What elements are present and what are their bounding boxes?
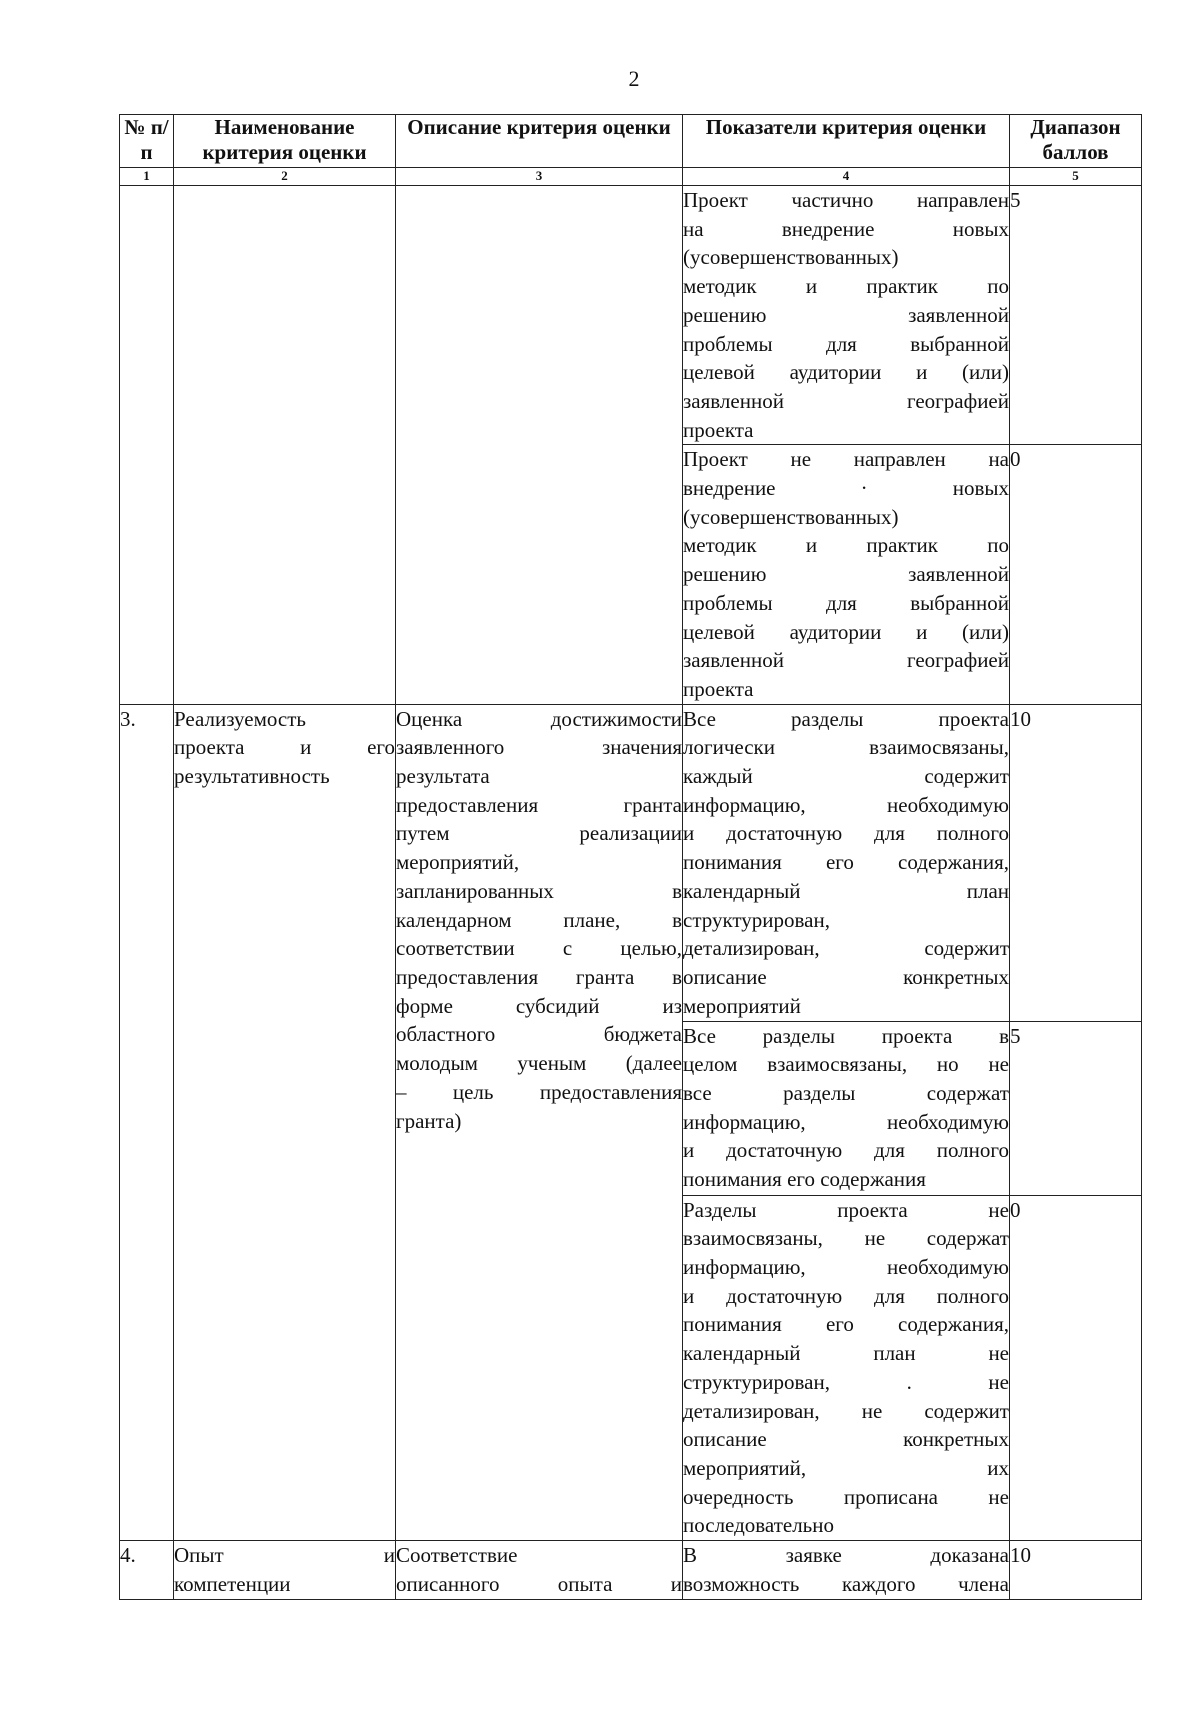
text-line: заявленной географией [683, 388, 1009, 413]
text-line: (усовершенствованных) [683, 245, 899, 270]
indicator-cell [683, 1195, 1010, 1540]
indicator-cell [683, 1541, 1010, 1599]
continued-number-cell [120, 186, 174, 705]
text-line: путем реализации [396, 821, 682, 846]
criterion-description-cell [396, 1541, 683, 1599]
criterion-description-cell [396, 704, 683, 1540]
text-line: мероприятий, [396, 850, 520, 875]
indicator-cell [683, 186, 1010, 445]
text-line: Проект частично направлен [683, 188, 1009, 212]
score-cell: 5 [1010, 1021, 1142, 1195]
text-line: компетенции [174, 1571, 291, 1596]
text-line: методик и практик по [683, 533, 1009, 558]
header-number: № п/п [120, 115, 174, 168]
text-line: целевой аудитории и (или) [683, 619, 1009, 644]
indicator-cell [683, 704, 1010, 1021]
criteria-table [119, 114, 1142, 1600]
text-line: решению заявленной [683, 562, 1009, 587]
text-line: Все разделы проекта [683, 706, 1009, 731]
text-line: все разделы содержат [683, 1081, 1009, 1106]
text-line: гранта) [396, 1108, 462, 1133]
row-number: 4. [120, 1541, 174, 1599]
text-line: описание конкретных [683, 964, 1009, 989]
text-line: решению заявленной [683, 302, 1009, 327]
continued-description-cell [396, 186, 683, 705]
text-line: взаимосвязаны, не содержат [683, 1226, 1009, 1251]
text-line: проекта [683, 676, 754, 701]
text-line: детализирован, не содержит [683, 1398, 1009, 1423]
score-cell: 0 [1010, 1195, 1142, 1540]
column-number: 1 [120, 168, 174, 186]
header-criterion-name: Наименование критерия оценки [174, 115, 396, 168]
text-line: календарном плане, в [396, 907, 682, 932]
criterion-name-cell [174, 704, 396, 1540]
text-line: очередность прописана не [683, 1484, 1009, 1509]
text-line: проблемы для выбранной [683, 331, 1009, 356]
continued-name-cell [174, 186, 396, 705]
text-line: соответствии с целью, [396, 936, 682, 961]
score-cell: 5 [1010, 186, 1142, 445]
text-line: проекта [683, 417, 754, 442]
table-row [120, 1541, 1142, 1599]
text-line: логически взаимосвязаны, [683, 735, 1009, 760]
header-criterion-description: Описание критерия оценки [396, 115, 683, 168]
column-number: 5 [1010, 168, 1142, 186]
row-number: 3. [120, 704, 174, 1540]
text-line: понимания его содержания [683, 1167, 926, 1192]
text-line: целевой аудитории и (или) [683, 360, 1009, 385]
text-line: методик и практик по [683, 274, 1009, 299]
indicator-cell [683, 445, 1010, 704]
score-cell: 10 [1010, 704, 1142, 1021]
text-line: описанного опыта и [396, 1571, 682, 1596]
score-cell: 10 [1010, 1541, 1142, 1599]
score-cell: 0 [1010, 445, 1142, 704]
text-line: информацию, необходимую [683, 792, 1009, 817]
text-line: результативность [174, 764, 330, 789]
text-line: целом взаимосвязаны, но не [683, 1052, 1009, 1077]
indicator-cell [683, 1021, 1010, 1195]
text-line: (усовершенствованных) [683, 504, 899, 529]
criterion-name-cell [174, 1541, 396, 1599]
text-line: Соответствие [396, 1543, 518, 1568]
text-line: Разделы проекта не [683, 1197, 1009, 1222]
text-line: областного бюджета [396, 1022, 682, 1047]
text-line: возможность каждого члена [683, 1571, 1009, 1596]
page-number: 2 [628, 66, 640, 91]
text-line: структурирован, . не [683, 1369, 1009, 1394]
column-number: 4 [683, 168, 1010, 186]
text-line: и достаточную для полного [683, 1138, 1009, 1163]
text-line: на внедрение новых [683, 216, 1009, 241]
text-line: – цель предоставления [396, 1079, 682, 1104]
text-line: и достаточную для полного [683, 1283, 1009, 1308]
text-line: Все разделы проекта в [683, 1023, 1009, 1048]
text-line: информацию, необходимую [683, 1109, 1009, 1134]
text-line: заявленной географией [683, 648, 1009, 673]
table-row [120, 186, 1142, 445]
text-line: структурирован, [683, 907, 830, 932]
text-line: понимания его содержания, [683, 1312, 1009, 1337]
text-line: мероприятий [683, 993, 801, 1018]
text-line: мероприятий, их [683, 1455, 1009, 1480]
text-line: предоставления гранта [396, 792, 682, 817]
text-line: информацию, необходимую [683, 1255, 1009, 1280]
text-line: предоставления гранта в [396, 964, 682, 989]
text-line: молодым ученым (далее [396, 1051, 682, 1076]
text-line: детализирован, содержит [683, 936, 1009, 961]
text-line: и достаточную для полного [683, 821, 1009, 846]
text-line: Опыт и [174, 1543, 395, 1568]
text-line: Оценка достижимости [396, 706, 682, 731]
header-row [120, 115, 1142, 168]
text-line: проблемы для выбранной [683, 590, 1009, 615]
text-line: последовательно [683, 1513, 834, 1538]
text-line: каждый содержит [683, 764, 1009, 789]
table-row [120, 704, 1142, 1021]
text-line: результата [396, 764, 490, 789]
text-line: форме субсидий из [396, 993, 682, 1018]
text-line: заявленного значения [396, 735, 682, 760]
text-line: В заявке доказана [683, 1543, 1009, 1568]
header-score-range: Диапазон баллов [1010, 115, 1142, 168]
text-line: календарный план не [683, 1341, 1009, 1366]
column-number-row [120, 168, 1142, 186]
text-line: календарный план [683, 878, 1009, 903]
column-number: 2 [174, 168, 396, 186]
text-line: запланированных в [396, 878, 682, 903]
header-criterion-indicators: Показатели критерия оценки [683, 115, 1010, 168]
text-line: Реализуемость [174, 706, 306, 731]
column-number: 3 [396, 168, 683, 186]
text-line: описание конкретных [683, 1427, 1009, 1452]
text-line: внедрение · новых [683, 476, 1009, 501]
text-line: проекта и его [174, 735, 395, 760]
text-line: понимания его содержания, [683, 850, 1009, 875]
text-line: Проект не направлен на [683, 447, 1009, 472]
